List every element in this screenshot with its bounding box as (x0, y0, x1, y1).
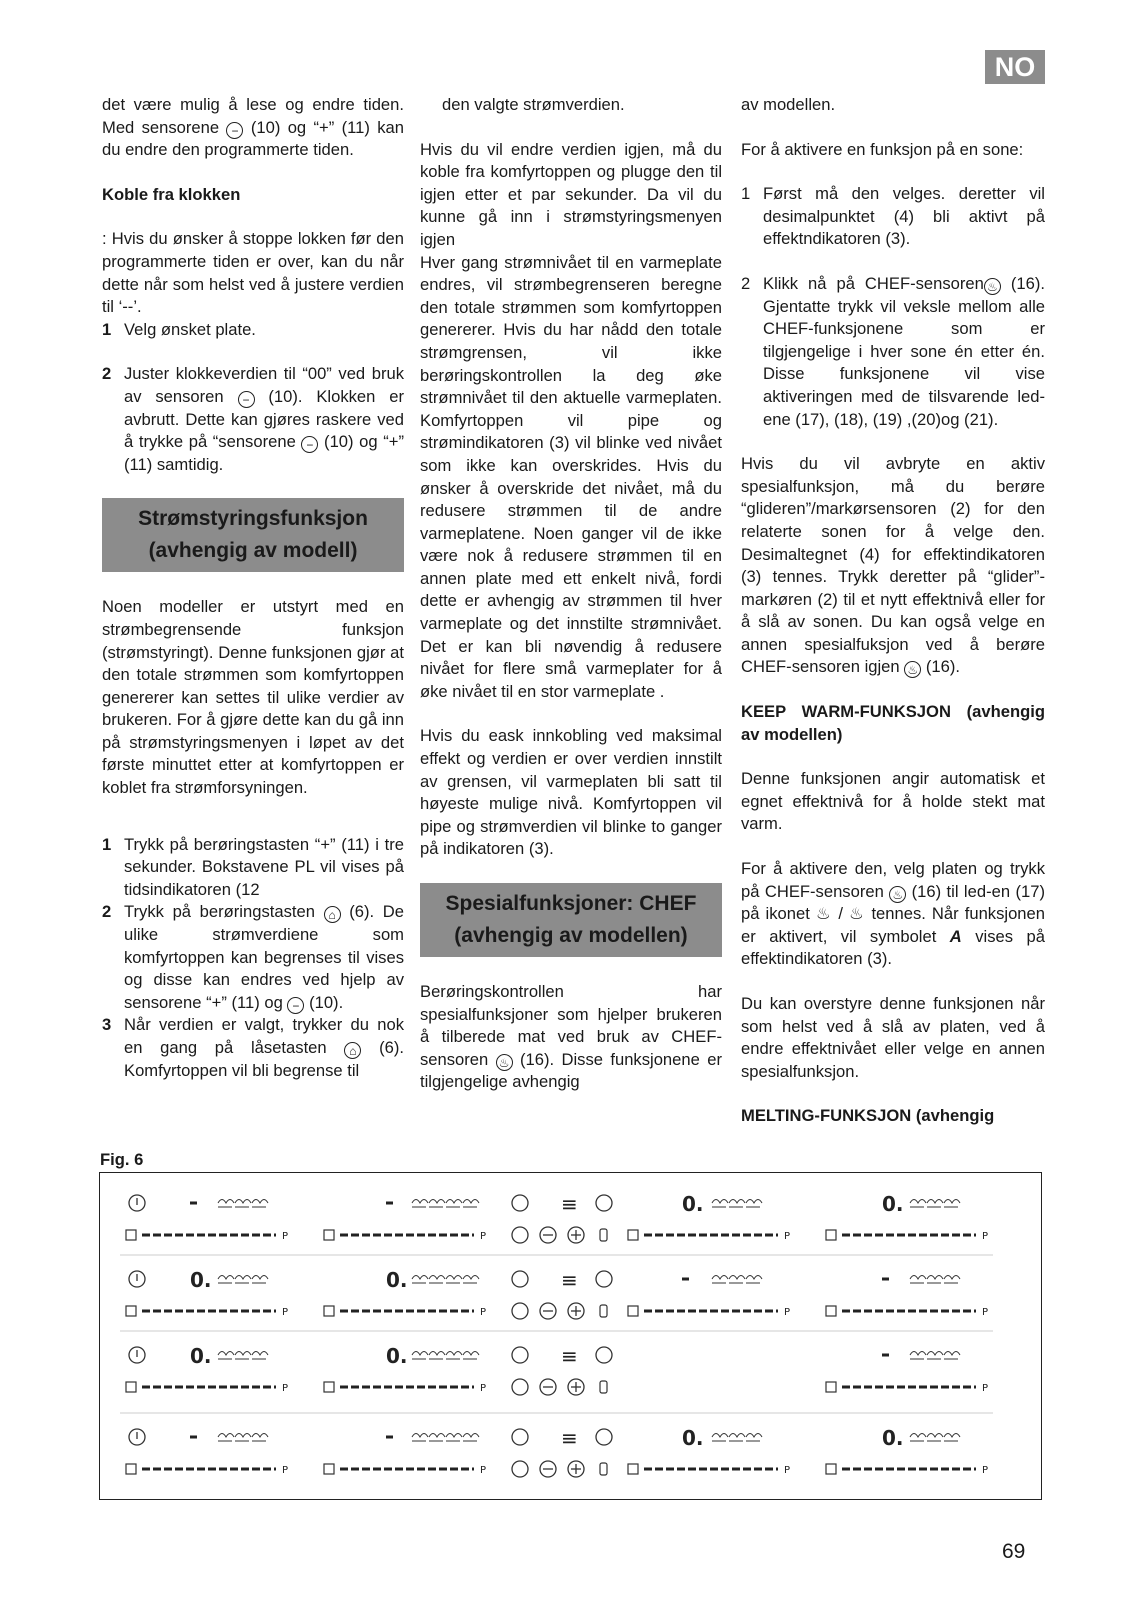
slider-start-icon (826, 1230, 836, 1240)
list-item: 2 Trykk på berøringstasten ⌂ (6). De ulike strømverdiene som komfyrtoppen kan begrenses til vises og disse kan endres ved hjelp av sensorene “+” (11) og − (10). (102, 902, 404, 1013)
pause-sensor-icon (596, 1429, 612, 1445)
chef-sensor-icon: ♨ (904, 661, 921, 678)
function-led-icon (446, 1352, 462, 1360)
function-led-icon (412, 1434, 428, 1442)
timer-led-icon (600, 1463, 607, 1475)
power-display: 0. (882, 1426, 904, 1450)
function-led-icon (729, 1434, 745, 1442)
slider-end-label: P (784, 1231, 791, 1242)
subheading-melting: MELTING-FUNKSJON (avhengig (741, 1106, 995, 1126)
function-led-icon (463, 1434, 479, 1442)
chef-sensor-icon (512, 1303, 528, 1319)
slider-start-icon (826, 1464, 836, 1474)
paragraph (741, 858, 1045, 971)
function-led-icon (944, 1276, 960, 1284)
function-led-icon (463, 1352, 479, 1360)
paragraph: Hvis du vil endre verdien igjen, må du koble fra komfyrtoppen og plugge den til igjen etter et par sekunder. Da vil du kunne gå inn i strømstyringsmenyen igjen (420, 139, 722, 249)
list-item: 2 Klikk nå på CHEF-sensoren ♨ (16). Gjentatte trykk vil veksle mellom alle CHEF-funksjonene som er tilgjengelige i hver sone én etter én. Disse funksjonene vil vise aktiveringen med de tilsvarende led-ene (17), (18), (19) ,(20)og (21). (741, 273, 1045, 429)
column-3 (741, 94, 1045, 1150)
list-item: 1 Velg ønsket plate. (102, 319, 256, 339)
slider-end-label: P (480, 1383, 487, 1394)
function-led-icon (729, 1276, 745, 1284)
function-led-icon (910, 1200, 926, 1208)
function-led-icon (218, 1200, 234, 1208)
timer-display: ≡ (561, 1268, 578, 1292)
function-led-icon (944, 1352, 960, 1360)
text: For å aktivere den, velg platen og trykk på CHEF-sensoren (741, 859, 1045, 901)
text: (6). De ulike strømverdiene som komfyrtoppen kan begrenses til vises og disse kan endres ved hjelp av sensorene “+” (11) og (124, 902, 404, 1012)
steam-icon: ♨ (815, 904, 833, 924)
slider-end-label: P (982, 1465, 989, 1476)
slider-end-label: P (480, 1231, 487, 1242)
slider-start-icon (126, 1464, 136, 1474)
function-led-icon (910, 1434, 926, 1442)
paragraph: Noen modeller er utstyrt med en strømbegrensende funksjon (strømstyringt). Denne funksjonen gjør at den totale strømmen som komfyrtoppen genererer kan settes til ulike verdier av brukeren. For å gjøre dette kan du gå inn på strømstyringsmenyen i løpet av det første minuttet etter at komfyrtoppen er koblet fra strømforsyningen. (102, 597, 404, 798)
slider-start-icon (324, 1382, 334, 1392)
function-led-icon (235, 1352, 251, 1360)
slider-end-label: P (480, 1307, 487, 1318)
chef-sensor-icon: ♨ (496, 1054, 513, 1071)
slider-end-label: P (982, 1231, 989, 1242)
figure-label: Fig. 6 (100, 1150, 144, 1169)
slider-end-label: P (982, 1383, 989, 1394)
function-led-icon (927, 1434, 943, 1442)
timer-display: ≡ (561, 1426, 578, 1450)
slider-end-label: P (784, 1465, 791, 1476)
text: (16). Disse funksjonene er tilgjengelige avhengig (420, 1049, 722, 1092)
chef-sensor-icon (512, 1379, 528, 1395)
function-led-icon (429, 1352, 445, 1360)
timer-display: ≡ (561, 1344, 578, 1368)
slider-end-label: P (784, 1307, 791, 1318)
function-led-icon (746, 1434, 762, 1442)
list-item: 1 Trykk på berøringstasten “+” (11) i tre sekunder. Bokstavene PL vil vises på tidsindikatoren (12 (102, 834, 404, 899)
pause-sensor-icon (596, 1347, 612, 1363)
slider-start-icon (628, 1230, 638, 1240)
timer-led-icon (600, 1229, 607, 1241)
text: (16) til led-en (17) på ikonet (741, 881, 1045, 924)
function-led-icon (235, 1200, 251, 1208)
function-led-icon (712, 1276, 728, 1284)
text: (16). (925, 657, 961, 677)
slider-end-label: P (282, 1307, 289, 1318)
slider-start-icon (126, 1382, 136, 1392)
function-led-icon (463, 1200, 479, 1208)
subheading-keep-warm: KEEP WARM-FUNKSJON (avhengig av modellen) (741, 702, 1045, 744)
function-led-icon (252, 1352, 268, 1360)
slider-start-icon (126, 1306, 136, 1316)
control-panel-diagram (100, 1173, 1043, 1501)
list-item: 1 Først må den velges. deretter vil desimalpunktet (4) bli aktivt på effektndikatoren (3). (741, 184, 1045, 249)
function-led-icon (412, 1276, 428, 1284)
slider-start-icon (324, 1464, 334, 1474)
minus-sensor-icon: − (238, 391, 255, 408)
text: Velg ønsket plate. (124, 319, 256, 339)
keep-warm-symbol: A (949, 926, 962, 946)
power-display: 0. (882, 1192, 904, 1216)
chef-sensor-icon: ♨ (984, 278, 1001, 295)
function-led-icon (446, 1200, 462, 1208)
control-panel-figure (99, 1172, 1042, 1500)
text: (10). Klokken er avbrutt. Dette kan gjøres raskere ved å trykke på “sensorene (124, 386, 404, 452)
function-led-icon (252, 1276, 268, 1284)
text: (6). Komfyrtoppen vil bli begrense til (124, 1038, 404, 1080)
text: Trykk på berøringstasten “+” (11) i tre sekunder. Bokstavene PL vil vises på tidsindikatoren (12 (124, 834, 404, 899)
lock-sensor-icon (512, 1195, 528, 1211)
chef-sensor-icon: ♨ (889, 886, 906, 903)
function-led-icon (218, 1434, 234, 1442)
list-item: 2 Juster klokkeverdien til “00” ved bruk av sensoren − (10). Klokken er avbrutt. Dette kan gjøres raskere ved å trykke på “sensorene − (10) og “+” (11) samtidig. (102, 364, 404, 474)
list-item: 3 Når verdien er valgt, trykker du nok en gang på låsetasten ⌂ (6). Komfyrtoppen vil bli begrense til (102, 1015, 404, 1080)
text: Juster klokkeverdien til “00” ved bruk av sensoren (124, 364, 404, 406)
function-led-icon (235, 1434, 251, 1442)
chef-sensor-icon (512, 1227, 528, 1243)
timer-display: ≡ (561, 1192, 578, 1216)
slider-start-icon (324, 1306, 334, 1316)
function-led-icon (927, 1200, 943, 1208)
function-led-icon (927, 1276, 943, 1284)
function-led-icon (429, 1276, 445, 1284)
function-led-icon (252, 1434, 268, 1442)
timer-led-icon (600, 1381, 607, 1393)
slider-end-label: P (982, 1307, 989, 1318)
power-display: 0. (682, 1426, 704, 1450)
slider-start-icon (628, 1306, 638, 1316)
text: Først må den velges. deretter vil desimalpunktet (4) bli aktivt på effektndikatoren (3). (763, 184, 1045, 249)
function-led-icon (712, 1434, 728, 1442)
function-led-icon (944, 1200, 960, 1208)
text: (10). (309, 992, 344, 1012)
slider-start-icon (126, 1230, 136, 1240)
column-1 (102, 94, 404, 1082)
slider-start-icon (324, 1230, 334, 1240)
slider-start-icon (628, 1464, 638, 1474)
paragraph (741, 453, 1045, 679)
paragraph: For å aktivere en funksjon på en sone: (741, 139, 1024, 159)
text: / (838, 904, 843, 924)
subheading-koble: Koble fra klokken (102, 184, 241, 204)
paragraph: Hvis du eask innkobling ved maksimal effekt og verdien er over verdien innstilt av grensen, vil varmeplaten bli satt til høyeste mulige nivå. Komfyrtoppen vil pipe og strømverdien vil blinke to ganger på indikatoren (3). (420, 726, 722, 859)
lock-sensor-icon: ⌂ (344, 1042, 361, 1059)
minus-sensor-icon: − (301, 436, 318, 453)
text: Trykk på berøringstasten (124, 902, 315, 922)
section-heading-chef: Spesialfunksjoner: CHEF (avhengig av modellen) (420, 883, 722, 957)
function-led-icon (927, 1352, 943, 1360)
text: (10) og “+” (11) kan du endre den programmerte tiden. (102, 117, 404, 160)
section-heading-power: Strømstyringsfunksjon (avhengig av modell) (102, 498, 404, 572)
paragraph: : Hvis du ønsker å stoppe lokken før den programmerte tiden er over, kan du når dette når som helst ved å justere verdien til ‘--’. (102, 229, 404, 317)
function-led-icon (429, 1434, 445, 1442)
power-display: 0. (386, 1268, 408, 1292)
function-led-icon (746, 1276, 762, 1284)
lock-sensor-icon (512, 1347, 528, 1363)
pause-sensor-icon (596, 1271, 612, 1287)
power-display: 0. (190, 1344, 212, 1368)
text: (16). Gjentatte trykk vil veksle mellom alle CHEF-funksjonene som er tilgjengelige i hver sone én etter én. Disse funksjonene vil vise aktiveringen med de tilsvarende led-ene (17), (18), (19) ,(20)og (21). (763, 273, 1045, 429)
slider-start-icon (826, 1306, 836, 1316)
paragraph (102, 94, 404, 162)
text: Klikk nå på CHEF-sensoren (763, 273, 984, 293)
function-led-icon (712, 1200, 728, 1208)
slider-end-label: P (282, 1231, 289, 1242)
paragraph (420, 981, 722, 1094)
minus-sensor-icon: − (287, 997, 304, 1014)
function-led-icon (446, 1276, 462, 1284)
lock-sensor-icon (512, 1429, 528, 1445)
text: Når verdien er valgt, trykker du nok en gang på låsetasten (124, 1015, 404, 1057)
slider-start-icon (826, 1382, 836, 1392)
function-led-icon (446, 1434, 462, 1442)
text: tennes. Når funksjonen er aktivert, vil symbolet (741, 904, 1045, 946)
text: det være mulig å lese og endre tiden. Med sensorene (102, 95, 404, 137)
slider-end-label: P (282, 1383, 289, 1394)
page-number: 69 (1002, 1540, 1026, 1563)
function-led-icon (463, 1276, 479, 1284)
pot-steam-icon: ♨ (849, 904, 866, 924)
function-led-icon (412, 1352, 428, 1360)
chef-sensor-icon (512, 1461, 528, 1477)
power-display: 0. (190, 1268, 212, 1292)
function-led-icon (910, 1352, 926, 1360)
lock-sensor-icon: ⌂ (324, 906, 341, 923)
paragraph: Denne funksjonen angir automatisk et egnet effektnivå for å holde stekt mat varm. (741, 769, 1045, 834)
function-led-icon (412, 1200, 428, 1208)
text: Berøringskontrollen har spesialfunksjoner som hjelper brukeren å tilberede mat ved bruk av CHEF-sensoren (420, 982, 722, 1069)
function-led-icon (218, 1276, 234, 1284)
paragraph: den valgte strømverdien. (442, 95, 625, 114)
language-badge: NO (985, 50, 1045, 84)
function-led-icon (729, 1200, 745, 1208)
slider-end-label: P (480, 1465, 487, 1476)
paragraph: av modellen. (741, 95, 836, 114)
text: (10) og “+” (11) samtidig. (124, 432, 404, 474)
pause-sensor-icon (596, 1195, 612, 1211)
lock-sensor-icon (512, 1271, 528, 1287)
function-led-icon (944, 1434, 960, 1442)
power-display: 0. (682, 1192, 704, 1216)
function-led-icon (252, 1200, 268, 1208)
power-display: 0. (386, 1344, 408, 1368)
function-led-icon (910, 1276, 926, 1284)
function-led-icon (746, 1200, 762, 1208)
minus-sensor-icon: − (226, 122, 243, 139)
function-led-icon (235, 1276, 251, 1284)
timer-led-icon (600, 1305, 607, 1317)
function-led-icon (218, 1352, 234, 1360)
paragraph: Du kan overstyre denne funksjonen når som helst ved å slå av platen, ved å endre effektnivået eller velge en annen spesialfunksjon. (741, 994, 1045, 1081)
text: Hvis du vil avbryte en aktiv spesialfunksjon, må du berøre “glideren”/markørsensoren (2) for den relaterte sonen for å velge den. Desimaltegnet (4) for effektindikatoren (3) tennes. Trykk deretter på “glider”-markøren (2) til et nytt effektnivå eller for å slå av sonen. Du kan også velge en annen spesialfuksjon ved å berøre CHEF-sensoren igjen (741, 454, 1045, 677)
column-2 (420, 94, 722, 1116)
text: vises på effektindikatoren (3). (741, 926, 1045, 969)
function-led-icon (429, 1200, 445, 1208)
paragraph: Hver gang strømnivået til en varmeplate endres, vil strømbegrenseren beregne den totale strømmen som komfyrtoppen genererer. Hvis du har nådd den totale strømgrensen, vil ikke berøringskontrollen la deg øke strømnivået til den aktuelle varmeplaten. Komfyrtoppen vil pipe og strømindikatoren (3) vil blinke ved nivået som ikke kan overskrides. Hvis du ønsker å overskride det nivået, må du redusere strømmen til de andre varmeplatene. Noen ganger vil de ikke være nok å redusere strømmen til en annen plate med ett enkelt nivå, fordi dette er avhengig av strømmen til hver varmeplate og det innstilte strømnivået. Det er kan bli nøvendig å redusere nivået for flere små varmeplater for å øke nivået til en stor varmeplate . (420, 252, 722, 701)
slider-end-label: P (282, 1465, 289, 1476)
